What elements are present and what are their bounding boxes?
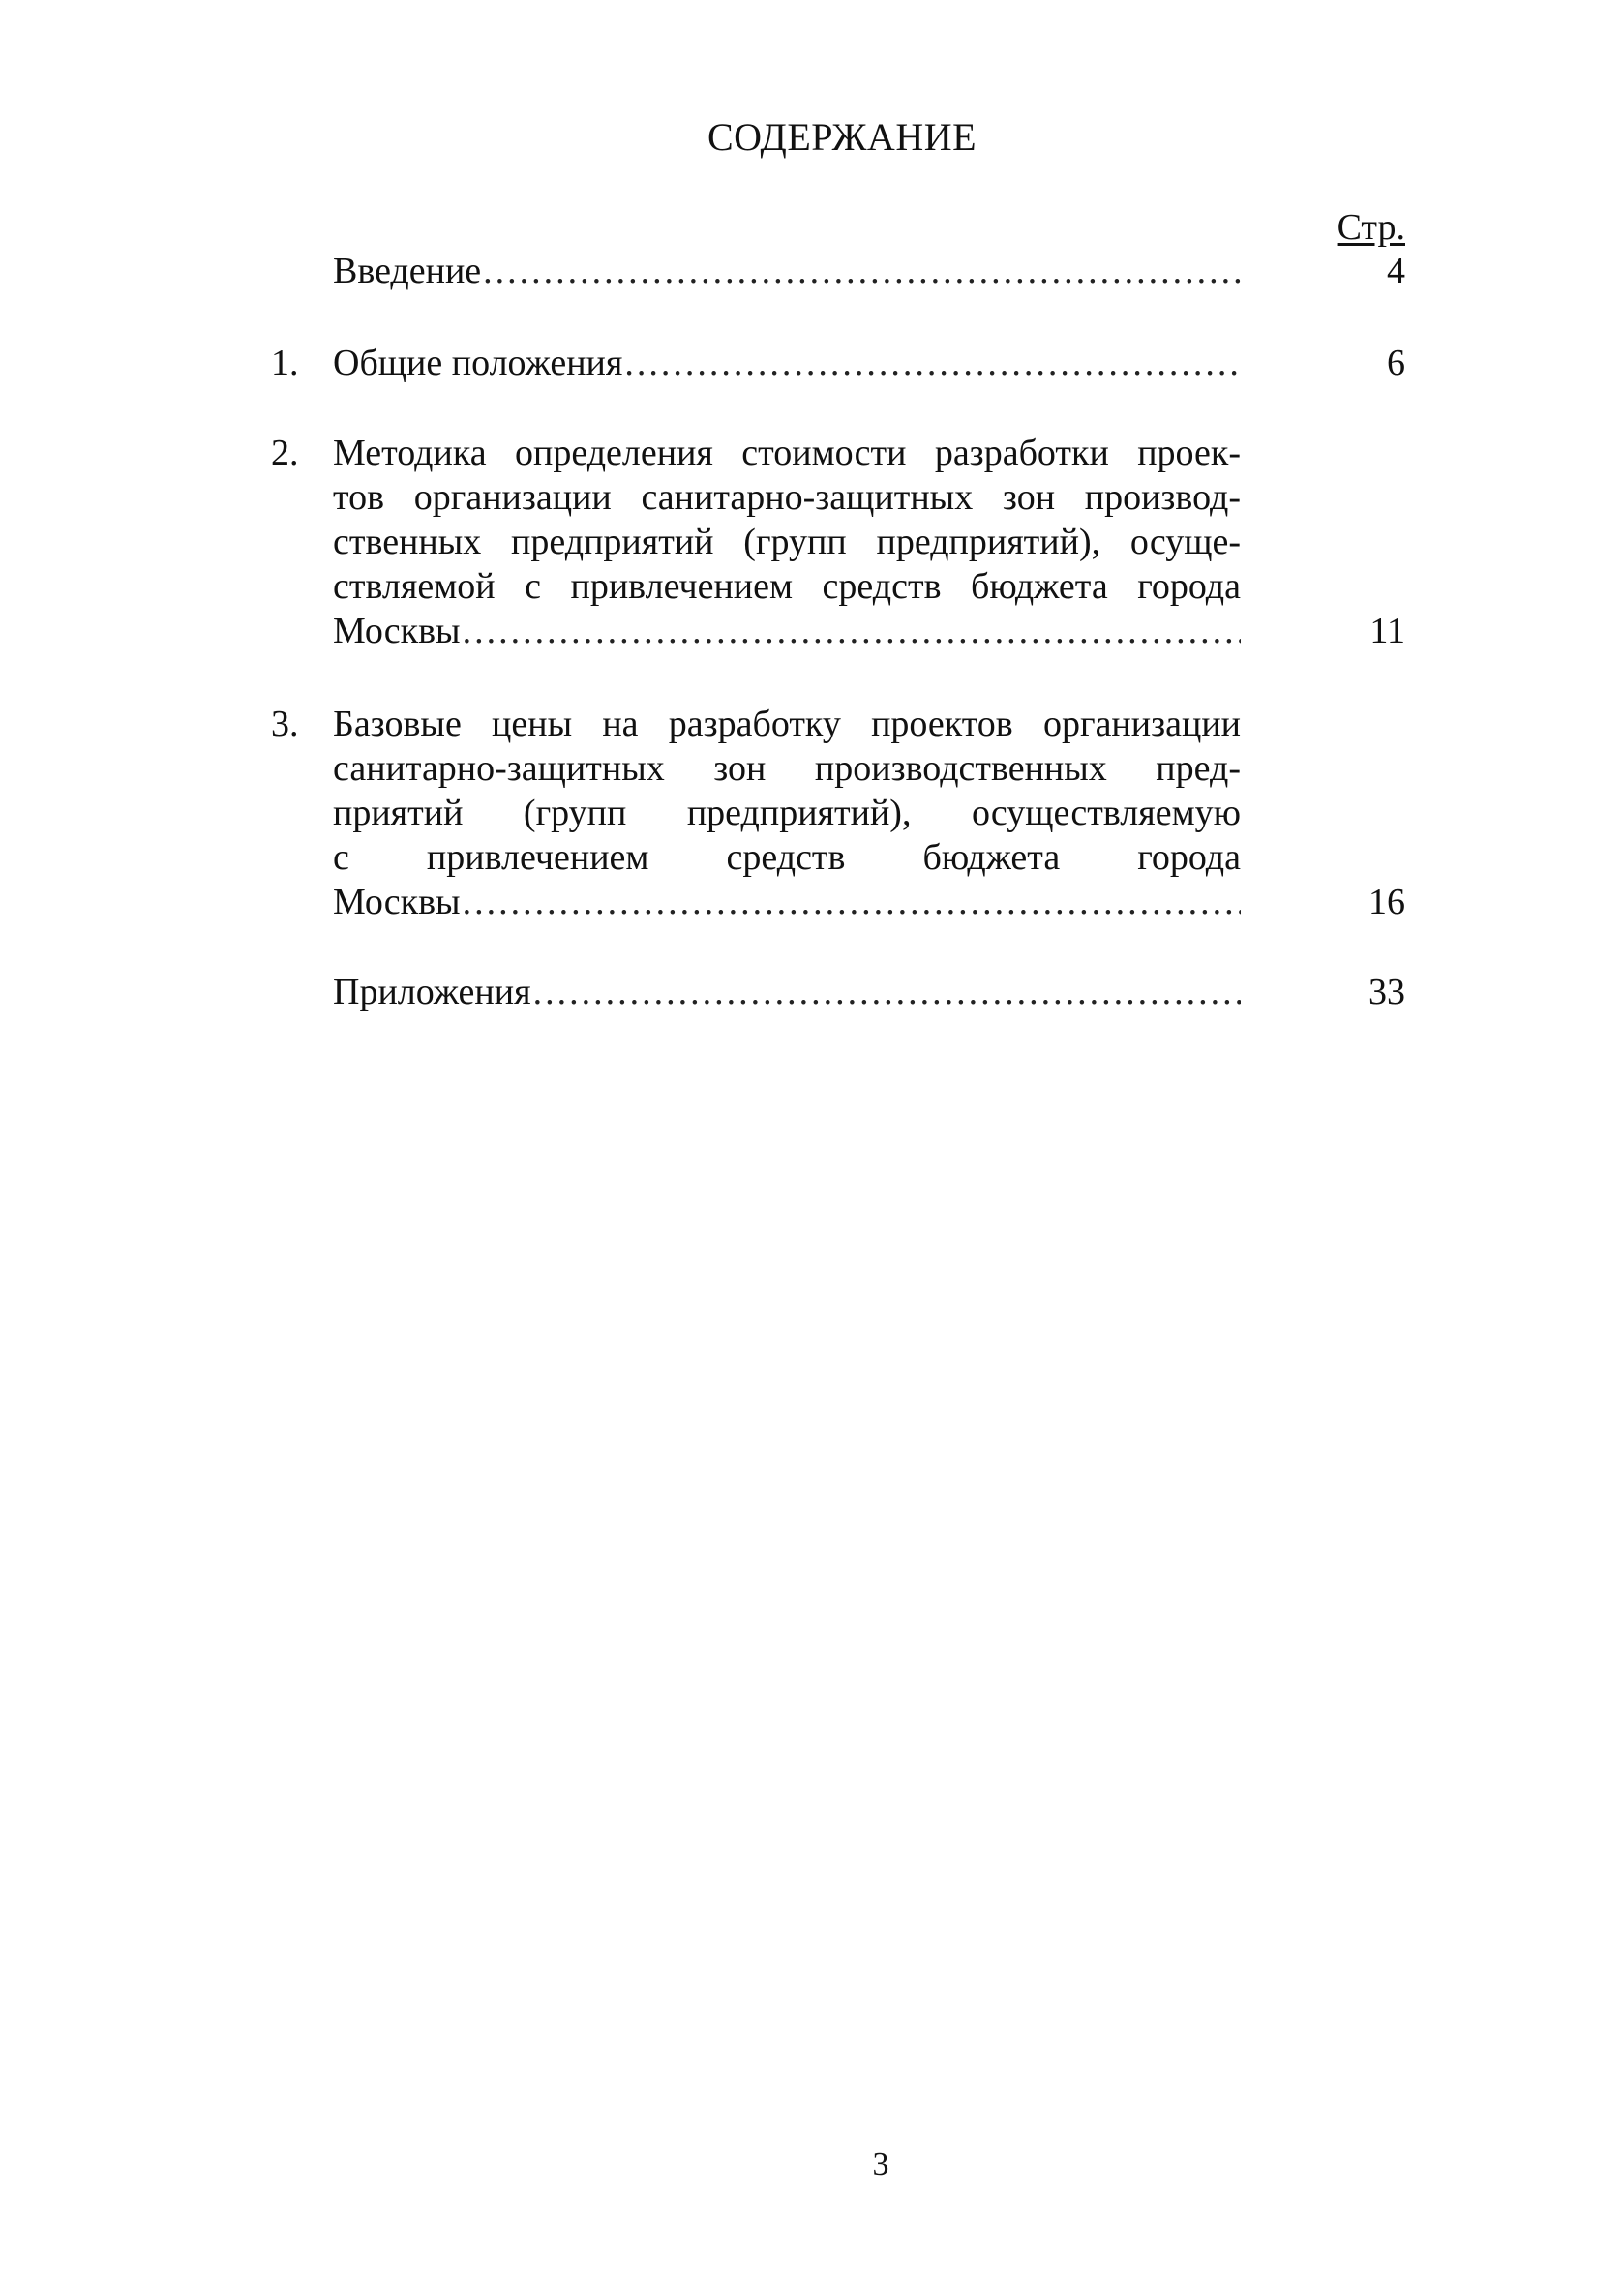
toc-entry-last-line xyxy=(333,609,1241,653)
toc-leader-dots xyxy=(533,970,1241,1014)
toc-entry-title: Приложения xyxy=(333,972,531,1012)
toc-entry-line: с привлечением средств бюджета города xyxy=(333,837,1241,878)
toc-entry-line: ствляемой с привлечением средств бюджета города xyxy=(333,566,1241,607)
toc-entry-last-line xyxy=(333,970,1241,1014)
toc-entry-page: 33 xyxy=(1368,972,1405,1012)
toc-entry-text xyxy=(333,341,1241,385)
toc-entry-title: Общие положения xyxy=(333,343,623,383)
toc-entry-line: Базовые цены на разработку проектов организации xyxy=(333,704,1241,744)
toc-entry-text xyxy=(333,970,1241,1014)
toc-entry-title: Введение xyxy=(333,251,482,291)
toc-entry-line: ственных предприятий (групп предприятий), осуще- xyxy=(333,522,1241,562)
toc-entry-number: 3. xyxy=(271,704,299,744)
toc-leader-dots xyxy=(624,341,1241,385)
toc-leader-dots xyxy=(463,880,1241,924)
toc-entry-page: 6 xyxy=(1387,343,1405,383)
toc-entry-last-line xyxy=(333,880,1241,924)
toc-entry-number: 1. xyxy=(271,343,299,383)
toc-entry-line: приятий (групп предприятий), осуществляемую xyxy=(333,793,1241,833)
page-number: 3 xyxy=(872,2147,889,2182)
toc-leader-dots xyxy=(463,609,1241,653)
page-column-header: Стр. xyxy=(1337,207,1405,248)
page-title: СОДЕРЖАНИЕ xyxy=(707,115,977,159)
toc-entry-last-line xyxy=(333,249,1241,293)
toc-entry-line: санитарно-защитных зон производственных пред- xyxy=(333,748,1241,789)
toc-entry-title: Москвы xyxy=(333,882,461,922)
toc-entry-line: тов организации санитарно-защитных зон производ- xyxy=(333,477,1241,518)
toc-entry-line: Методика определения стоимости разработки проек- xyxy=(333,433,1241,473)
toc-entry-number: 2. xyxy=(271,433,299,473)
toc-leader-dots xyxy=(483,249,1241,293)
toc-entry-page: 11 xyxy=(1369,611,1405,651)
toc-entry-page: 16 xyxy=(1368,882,1405,922)
toc-entry-title: Москвы xyxy=(333,611,461,651)
toc-entry-text xyxy=(333,431,1241,653)
toc-entry-text xyxy=(333,249,1241,293)
toc-entry-page: 4 xyxy=(1387,251,1405,291)
toc-entry-last-line xyxy=(333,341,1241,385)
toc-entry-text xyxy=(333,702,1241,924)
